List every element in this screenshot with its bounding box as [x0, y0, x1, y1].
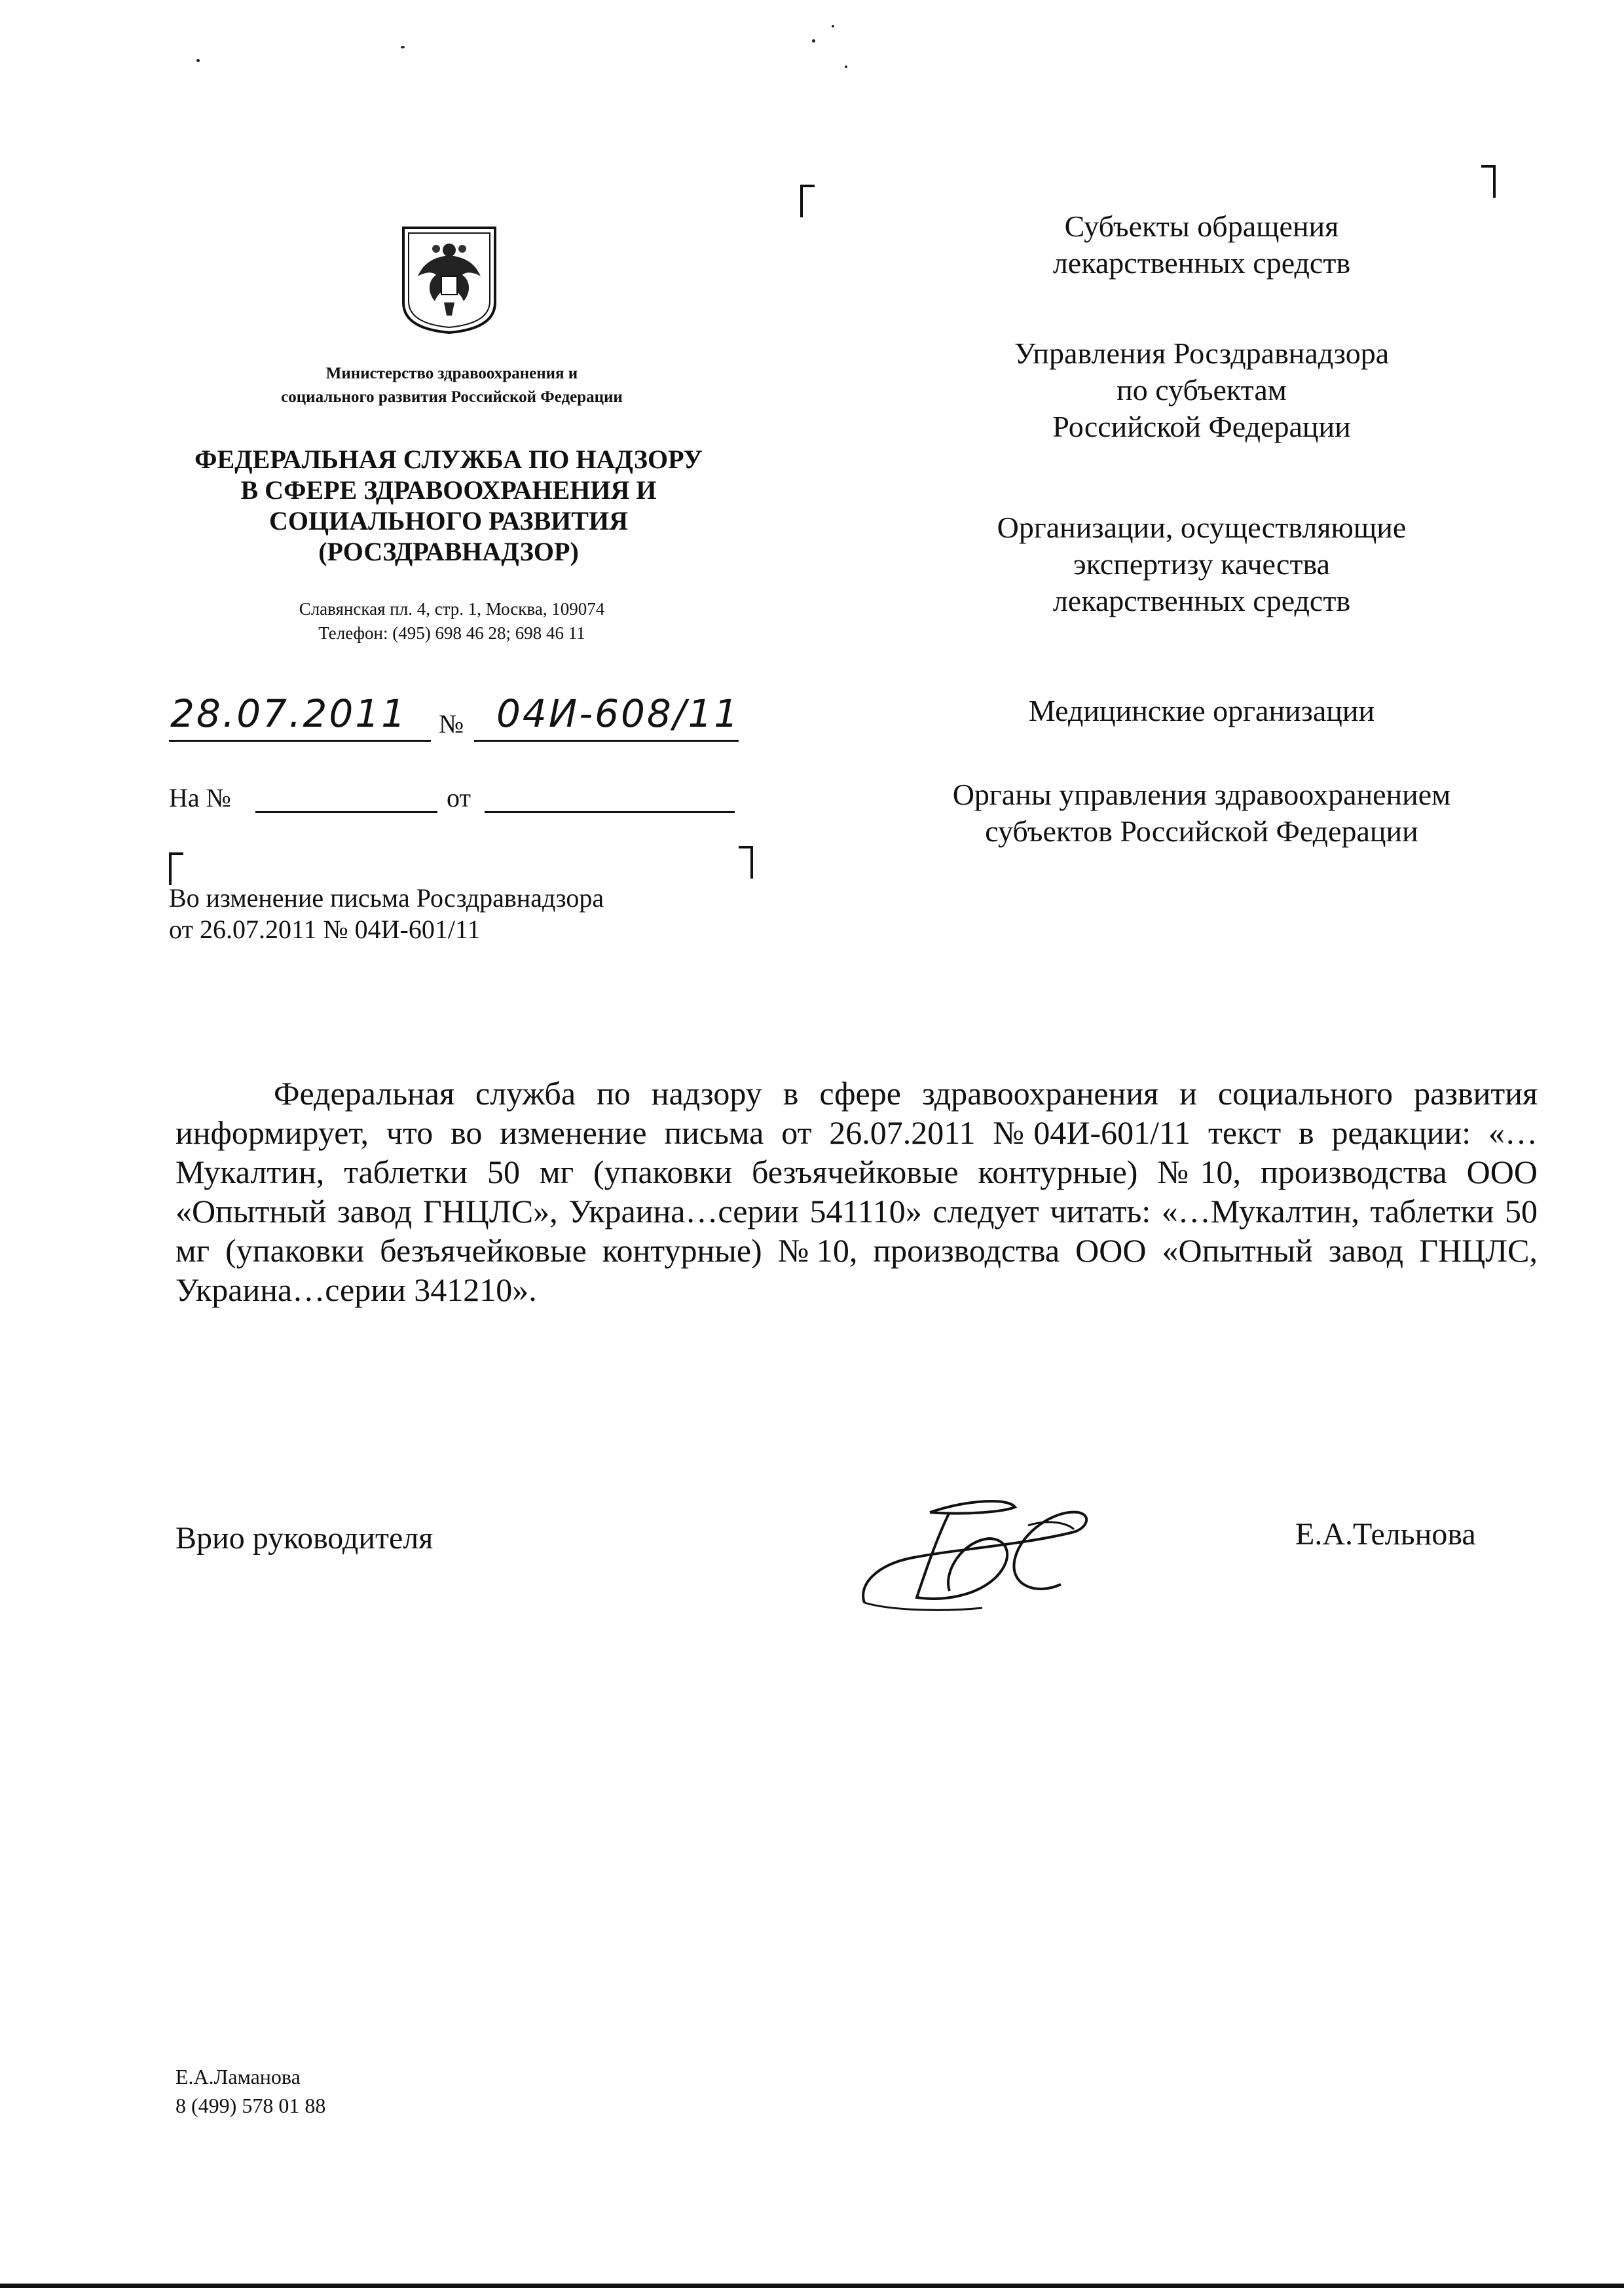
date-underline — [169, 740, 431, 742]
subject-line: от 26.07.2011 № 04И-601/11 — [169, 915, 481, 944]
subject-reference — [169, 883, 758, 945]
recipient-line: лекарственных средств — [1052, 246, 1351, 280]
reply-reference-line — [169, 782, 758, 822]
scan-speck — [812, 39, 815, 43]
recipient-line: субъектов Российской Федерации — [985, 814, 1418, 848]
reply-number-blank — [255, 811, 437, 813]
handwritten-signature — [851, 1486, 1100, 1624]
address-corner-left — [800, 185, 815, 217]
recipient-block — [845, 509, 1559, 619]
registration-number: 04И-608/11 — [496, 691, 741, 736]
phone-line: Телефон: (495) 698 46 28; 698 46 11 — [318, 623, 585, 643]
recipient-block — [845, 208, 1559, 282]
recipient-line: Субъекты обращения — [1064, 210, 1339, 243]
contact-block — [157, 597, 747, 646]
scan-speck — [401, 46, 405, 48]
recipient-line: Медицинские организации — [1028, 694, 1375, 727]
recipient-block — [845, 335, 1559, 445]
recipient-line: по субъектам — [1116, 373, 1287, 407]
signatory-position: Врио руководителя — [175, 1521, 434, 1556]
service-line: СОЦИАЛЬНОГО РАЗВИТИЯ — [269, 506, 628, 536]
recipient-line: Органы управления здравоохранением — [952, 778, 1451, 811]
ministry-name — [164, 362, 740, 409]
reply-date-label: от — [447, 783, 471, 812]
scan-speck — [832, 25, 834, 27]
recipient-line: Организации, осуществляющие — [997, 511, 1407, 544]
recipient-line: Управления Росздравнадзора — [1014, 337, 1390, 370]
recipient-line: лекарственных средств — [1052, 584, 1351, 617]
subject-line: Во изменение письма Росздравнадзора — [169, 883, 604, 913]
service-line: (РОСЗДРАВНАДЗОР) — [318, 537, 579, 566]
recipient-line: Российской Федерации — [1052, 410, 1351, 443]
number-label: № — [439, 709, 464, 738]
number-underline — [474, 740, 739, 742]
address-line: Славянская пл. 4, стр. 1, Москва, 109074 — [299, 599, 605, 619]
scan-speck — [196, 59, 200, 62]
service-line: В СФЕРЕ ЗДРАВООХРАНЕНИЯ И — [240, 475, 657, 505]
subject-corner-left — [169, 852, 183, 885]
address-corner-right — [1481, 165, 1496, 198]
recipient-block — [845, 776, 1559, 850]
reply-number-label: На № — [169, 783, 231, 812]
registration-date: 28.07.2011 — [170, 691, 408, 736]
subject-corner-right — [739, 846, 753, 879]
registration-line — [169, 687, 778, 746]
coat-of-arms-icon — [398, 224, 500, 335]
service-name — [131, 444, 766, 567]
executor-name: Е.А.Ламанова — [175, 2065, 301, 2088]
letter-body: Федеральная служба по надзору в сфере здравоохранения и социального развития информирует, что во изменение письма от 26.07.2011 №04И-601/11 текст в редакции: «…Мукалтин, таблетки 50 мг (упаковки безъячейковые контурные) №10, производства ООО «Опытный завод ГНЦЛС», Украина…серии 541110» следует читать: «…Мукалтин, таблетки 50 мг (упаковки безъячейковые контурные) №10, производства ООО «Опытный завод ГНЦЛС, Украина…серии 341210». — [175, 1075, 1538, 1308]
reply-date-blank — [485, 811, 735, 813]
scan-speck — [845, 65, 847, 68]
executor-phone: 8 (499) 578 01 88 — [175, 2094, 326, 2117]
ministry-line: Министерство здравоохранения и — [325, 365, 578, 382]
service-line: ФЕДЕРАЛЬНАЯ СЛУЖБА ПО НАДЗОРУ — [194, 445, 703, 474]
page-bottom-edge — [0, 2284, 1624, 2288]
executor-block — [175, 2062, 325, 2120]
ministry-line: социального развития Российской Федерации — [281, 388, 623, 406]
recipient-line: экспертизу качества — [1073, 547, 1331, 581]
signatory-name: Е.А.Тельнова — [1295, 1517, 1476, 1552]
recipient-block — [845, 693, 1559, 729]
